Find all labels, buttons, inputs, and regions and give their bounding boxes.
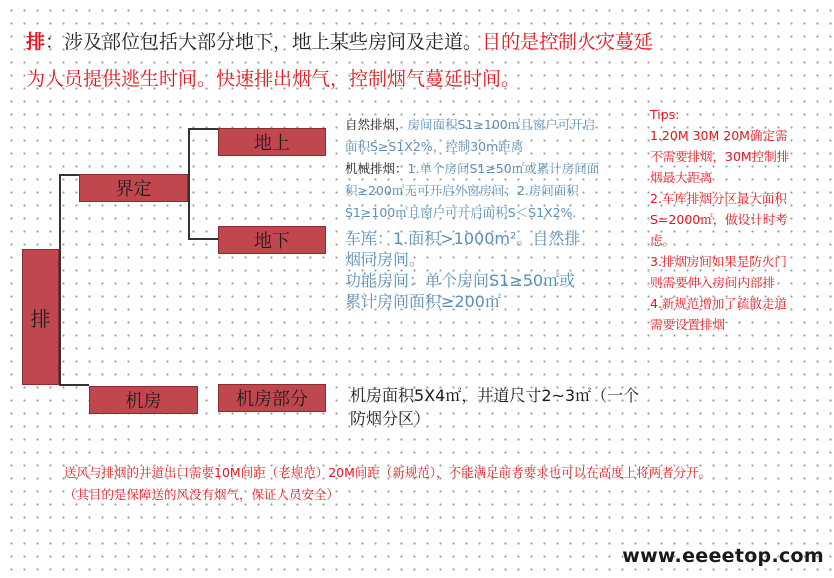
note-machine-line-2: 防烟分区）: [350, 409, 431, 428]
note-above-line-1: 自然排烟，房间面积S1≥100㎡且窗户可开启: [345, 117, 596, 132]
tips-line-6: 虑。: [650, 233, 676, 248]
note-machine-line-1: 机房面积5X4㎡，井道尺寸2~3㎡（一个: [350, 386, 640, 405]
tips-line-4: 2.车库排烟分区最大面积: [650, 191, 787, 206]
watermark: www.eeeetop.com: [622, 545, 824, 567]
tips-line-5: S=2000㎡，做设计时考: [650, 212, 788, 227]
connector-to-below: [188, 238, 218, 240]
note-below-line-4: 累计房间面积≥200㎡: [345, 292, 501, 311]
note-above-line-2: 面积S≥S1X2%，控制30m距离: [345, 139, 524, 154]
connector-root-vertical: [59, 174, 61, 384]
note-above-line-5: S1≥100㎡且窗户可开启面积S＜S1X2%.: [345, 205, 577, 220]
title-line-2: 为人员提供逃生时间。快速排出烟气，控制烟气蔓延时间。: [26, 68, 521, 90]
note-above-ground: [345, 114, 599, 224]
tips-panel: [650, 104, 832, 335]
machine-part-box: 机房部分: [218, 384, 326, 412]
tips-line-10: 需要设置排烟: [650, 317, 726, 332]
below-ground-box: 地下: [218, 226, 326, 254]
root-box: 排: [22, 249, 59, 385]
above-ground-box: 地上: [218, 128, 326, 156]
title-key: 排: [26, 31, 46, 53]
tips-line-7: 3.排烟房间如果是防火门: [650, 254, 787, 269]
title-line-1: [26, 30, 653, 54]
note-above-line-3: 机械排烟：1.单个房间S1≥50㎡或累计房间面: [345, 161, 600, 176]
note-below-line-2: 烟同房间。: [345, 250, 426, 269]
tips-line-1: 1.20M 30M 20M确定需: [650, 128, 788, 143]
note-below-ground: [345, 228, 580, 312]
tips-line-3: 烟最大距离: [650, 170, 713, 185]
machine-room-box: 机房: [89, 386, 198, 414]
definition-box: 界定: [79, 174, 188, 202]
footer-line-1: 送风与排烟的井道出口需要10M间距（老规范）20M间距（新规范），不能满足前者要求也可以在高度上将两者分开。: [64, 465, 712, 480]
tips-line-8: 则需要伸入房间内部排: [650, 275, 776, 290]
connector-root-to-definition: [59, 174, 79, 176]
footer-line-2: （其目的是保障送的风没有烟气，保证人员安全）: [64, 487, 340, 502]
tips-line-9: 4.新规范增加了疏散走道: [650, 296, 787, 311]
title-highlight: 目的是控制火灾蔓延: [482, 31, 654, 53]
connector-definition-vertical: [188, 128, 190, 238]
connector-root-to-machine: [59, 384, 89, 386]
tips-heading: Tips:: [650, 107, 680, 122]
note-below-line-1: 车库：1.面积>1000m²。自然排: [345, 229, 581, 248]
connector-to-above: [188, 128, 218, 130]
title-body: ：涉及部位包括大部分地下，地上某些房间及走道。: [45, 31, 483, 53]
note-machine-room: [350, 384, 639, 430]
tips-line-2: 不需要排烟，30M控制排: [650, 149, 790, 164]
note-above-line-4: 积≥200㎡无可开启外窗房间；2.房间面积: [345, 183, 579, 198]
note-below-line-3: 功能房间：单个房间S1≥50㎡或: [345, 271, 576, 290]
